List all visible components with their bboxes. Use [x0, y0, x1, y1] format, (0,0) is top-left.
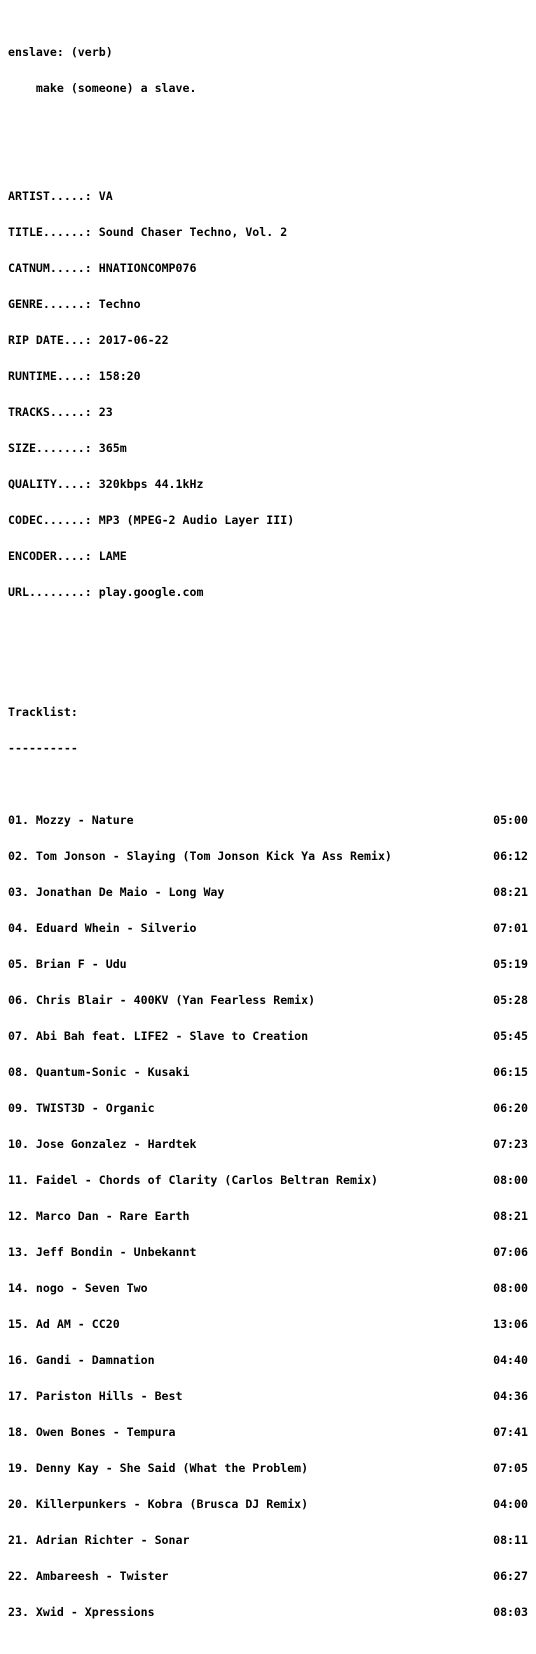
track-title: 17. Pariston Hills - Best [8, 1389, 183, 1403]
track-row [8, 1066, 530, 1078]
track-row [8, 1318, 530, 1330]
meta-key: URL........: [8, 585, 99, 599]
meta-value: 320kbps 44.1kHz [98, 477, 204, 491]
track-row [8, 1282, 530, 1294]
meta-title [8, 226, 530, 238]
meta-genre [8, 298, 530, 310]
meta-key: QUALITY....: [8, 477, 99, 491]
track-duration: 08:21 [493, 885, 528, 899]
spacer [8, 658, 530, 670]
track-row [8, 1174, 530, 1186]
track-title: 15. Ad AM - CC20 [8, 1317, 120, 1331]
meta-key: TITLE......: [8, 225, 99, 239]
track-duration: 05:28 [493, 993, 528, 1007]
meta-artist [8, 190, 530, 202]
meta-value: MP3 (MPEG-2 Audio Layer III) [98, 513, 295, 527]
track-row [8, 994, 530, 1006]
track-row [8, 1030, 530, 1042]
track-duration: 05:19 [493, 957, 528, 971]
track-title: 23. Xwid - Xpressions [8, 1605, 155, 1619]
track-duration: 08:11 [493, 1533, 528, 1547]
track-row [8, 1426, 530, 1438]
meta-value: HNATIONCOMP076 [98, 261, 197, 275]
track-duration: 07:06 [493, 1245, 528, 1259]
track-duration: 06:15 [493, 1065, 528, 1079]
track-title: 14. nogo - Seven Two [8, 1281, 148, 1295]
track-title: 06. Chris Blair - 400KV (Yan Fearless Remix) [8, 993, 316, 1007]
track-row [8, 958, 530, 970]
track-row [8, 1246, 530, 1258]
track-title: 13. Jeff Bondin - Unbekannt [8, 1245, 197, 1259]
track-row [8, 1462, 530, 1474]
track-title: 18. Owen Bones - Tempura [8, 1425, 176, 1439]
meta-value: play.google.com [98, 585, 204, 599]
meta-value: Sound Chaser Techno, Vol. 2 [98, 225, 288, 239]
nfo-document [8, 22, 530, 1654]
meta-url [8, 586, 530, 598]
meta-codec [8, 514, 530, 526]
tracklist-underline: ---------- [8, 741, 78, 755]
meta-key: RUNTIME....: [8, 369, 99, 383]
spacer [8, 118, 530, 130]
meta-encoder [8, 550, 530, 562]
track-row [8, 1138, 530, 1150]
meta-key: SIZE.......: [8, 441, 99, 455]
track-row [8, 850, 530, 862]
track-duration: 07:05 [493, 1461, 528, 1475]
meta-value: LAME [98, 549, 127, 563]
release-info [8, 166, 530, 622]
definition-word: enslave: (verb) [8, 45, 113, 59]
meta-key: RIP DATE...: [8, 333, 99, 347]
track-row [8, 886, 530, 898]
meta-value: Techno [98, 297, 141, 311]
track-duration: 06:20 [493, 1101, 528, 1115]
meta-value: 23 [98, 405, 113, 419]
track-title: 02. Tom Jonson - Slaying (Tom Jonson Kick Ya Ass Remix) [8, 849, 392, 863]
track-title: 21. Adrian Richter - Sonar [8, 1533, 190, 1547]
track-duration: 06:12 [493, 849, 528, 863]
track-row [8, 1390, 530, 1402]
track-duration: 05:00 [493, 813, 528, 827]
track-title: 19. Denny Kay - She Said (What the Problem) [8, 1461, 309, 1475]
definition-meaning: make (someone) a slave. [8, 81, 197, 95]
track-duration: 07:01 [493, 921, 528, 935]
track-duration: 08:03 [493, 1605, 528, 1619]
meta-quality [8, 478, 530, 490]
track-title: 10. Jose Gonzalez - Hardtek [8, 1137, 197, 1151]
track-row [8, 814, 530, 826]
track-title: 11. Faidel - Chords of Clarity (Carlos Beltran Remix) [8, 1173, 378, 1187]
track-duration: 04:00 [493, 1497, 528, 1511]
track-duration: 13:06 [493, 1317, 528, 1331]
track-duration: 08:00 [493, 1281, 528, 1295]
track-duration: 04:36 [493, 1389, 528, 1403]
track-row [8, 1498, 530, 1510]
track-row [8, 922, 530, 934]
meta-value: 158:20 [98, 369, 141, 383]
track-title: 12. Marco Dan - Rare Earth [8, 1209, 190, 1223]
track-duration: 07:41 [493, 1425, 528, 1439]
track-row [8, 1570, 530, 1582]
track-duration: 05:45 [493, 1029, 528, 1043]
meta-value: 2017-06-22 [98, 333, 169, 347]
track-title: 01. Mozzy - Nature [8, 813, 134, 827]
track-duration: 07:23 [493, 1137, 528, 1151]
track-title: 07. Abi Bah feat. LIFE2 - Slave to Creation [8, 1029, 309, 1043]
meta-rip-date [8, 334, 530, 346]
track-title: 03. Jonathan De Maio - Long Way [8, 885, 225, 899]
meta-key: TRACKS.....: [8, 405, 99, 419]
meta-key: CATNUM.....: [8, 261, 99, 275]
meta-size [8, 442, 530, 454]
track-row [8, 1102, 530, 1114]
track-title: 16. Gandi - Damnation [8, 1353, 155, 1367]
track-duration: 08:21 [493, 1209, 528, 1223]
track-title: 05. Brian F - Udu [8, 957, 127, 971]
track-row [8, 1534, 530, 1546]
tracklist [8, 790, 530, 1642]
meta-runtime [8, 370, 530, 382]
meta-value: VA [98, 189, 113, 203]
track-title: 09. TWIST3D - Organic [8, 1101, 155, 1115]
track-title: 08. Quantum-Sonic - Kusaki [8, 1065, 190, 1079]
tracklist-heading: Tracklist: [8, 705, 78, 719]
track-title: 04. Eduard Whein - Silverio [8, 921, 197, 935]
track-title: 20. Killerpunkers - Kobra (Brusca DJ Remix) [8, 1497, 309, 1511]
meta-catnum [8, 262, 530, 274]
track-row [8, 1606, 530, 1618]
meta-key: ARTIST.....: [8, 189, 99, 203]
track-row [8, 1354, 530, 1366]
track-row [8, 1210, 530, 1222]
meta-key: GENRE......: [8, 297, 99, 311]
meta-tracks [8, 406, 530, 418]
track-duration: 04:40 [493, 1353, 528, 1367]
track-duration: 08:00 [493, 1173, 528, 1187]
track-duration: 06:27 [493, 1569, 528, 1583]
meta-key: CODEC......: [8, 513, 99, 527]
meta-key: ENCODER....: [8, 549, 99, 563]
track-title: 22. Ambareesh - Twister [8, 1569, 169, 1583]
meta-value: 365m [98, 441, 127, 455]
